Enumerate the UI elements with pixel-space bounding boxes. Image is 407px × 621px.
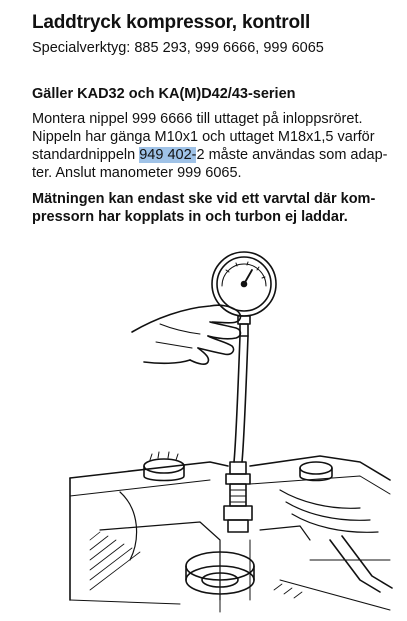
- note-line-1: Mätningen kan endast ske vid ett varvtal där kom-: [32, 191, 376, 207]
- instruction-line-3-end: 2 måste användas som adap-: [196, 147, 388, 163]
- instruction-line-3-start: standardnippeln: [32, 147, 140, 163]
- shading-hatch: [90, 532, 302, 598]
- measurement-note: [32, 190, 404, 226]
- gauge-illustration: [60, 240, 400, 620]
- pressure-gauge-icon: [212, 252, 276, 336]
- page-title: Laddtryck kompressor, kontroll: [32, 12, 311, 33]
- instruction-line-1: Montera nippel 999 6666 till uttaget på inloppsröret.: [32, 111, 363, 127]
- instruction-line-3: [32, 146, 404, 164]
- adapter-nipple-icon: [224, 462, 252, 532]
- instruction-line-2: Nippeln har gänga M10x1 och uttaget M18x1,5 varför: [32, 129, 375, 145]
- special-tools-line: Specialverktyg: 885 293, 999 6666, 999 6065: [32, 40, 324, 56]
- section-heading: Gäller KAD32 och KA(M)D42/43-serien: [32, 86, 296, 102]
- engine-gauge-drawing: [60, 240, 400, 620]
- selected-text-highlight[interactable]: 949 402-: [139, 147, 197, 163]
- hand-icon: [132, 305, 241, 364]
- engine-block-icon: [70, 456, 392, 610]
- note-line-2: pressorn har kopplats in och turbon ej laddar.: [32, 209, 348, 225]
- instruction-paragraph: [32, 110, 404, 182]
- instruction-line-4: ter. Anslut manometer 999 6065.: [32, 165, 242, 181]
- hose-icon: [234, 336, 248, 462]
- sensor-cap-icon: [300, 462, 332, 481]
